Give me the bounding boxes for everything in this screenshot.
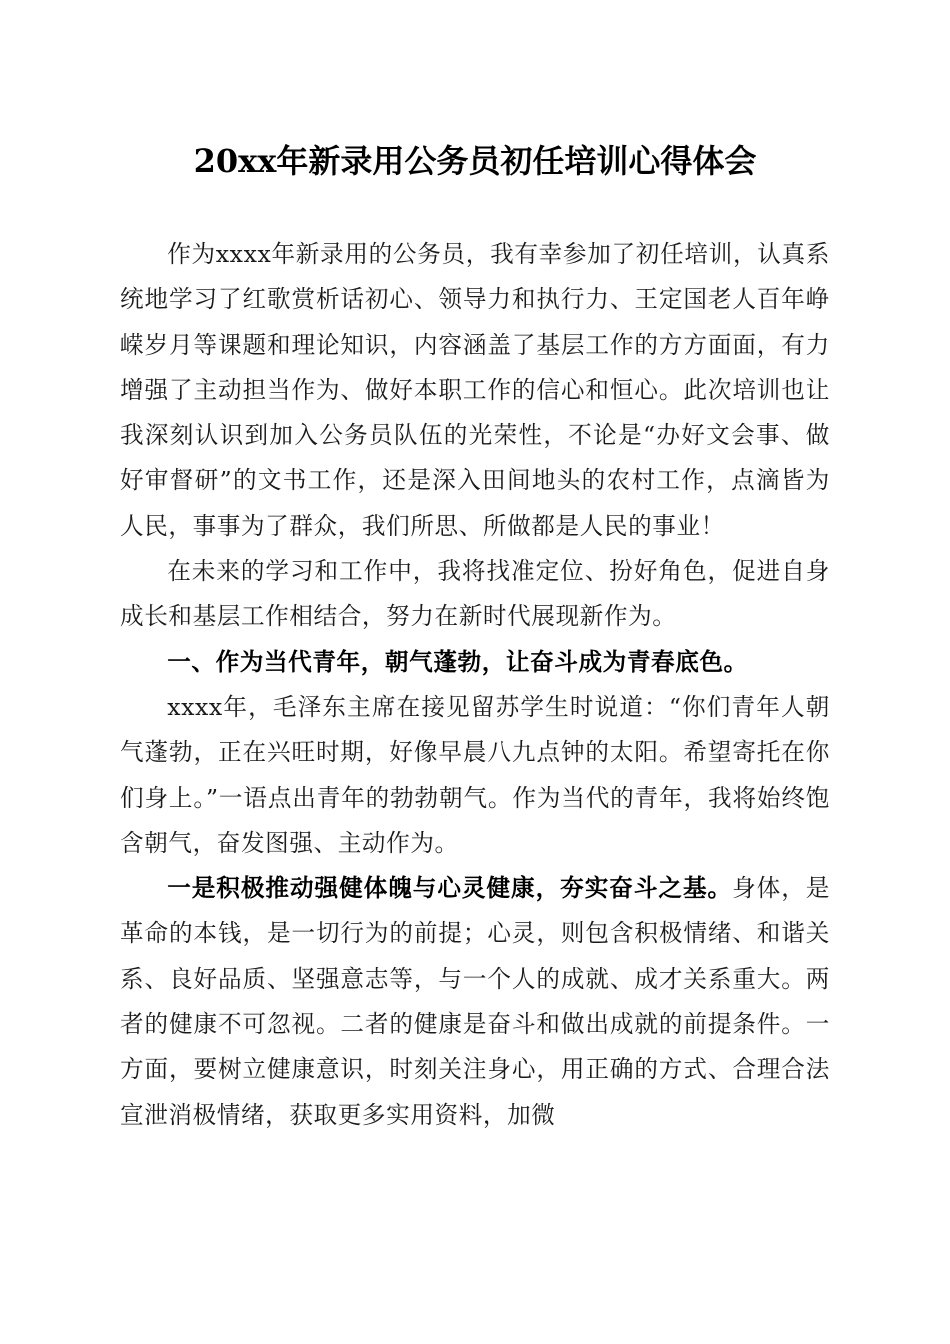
document-body <box>120 232 830 1138</box>
section-heading-1: 一、作为当代青年，朝气蓬勃，让奋斗成为青春底色。 <box>167 647 748 676</box>
paragraph-intro: 作为xxxx年新录用的公务员，我有幸参加了初任培训，认真系统地学习了红歌赏析话初心、领导力和执行力、王定国老人百年峥嵘岁月等课题和理论知识，内容涵盖了基层工作的方方面面，有力增强了主动担当作为、做好本职工作的信心和恒心。此次培训也让我深刻认识到加入公务员队伍的光荣性，不论是“办好文会事、做好审督研”的文书工作，还是深入田间地头的农村工作，点滴皆为人民，事事为了群众，我们所思、所做都是人民的事业！ <box>120 240 830 540</box>
point-1-lead: 一是积极推动强健体魄与心灵健康，夯实奋斗之基。 <box>167 874 733 903</box>
document-title: 20xx年新录用公务员初任培训心得体会 <box>193 142 757 180</box>
paragraph-point-1 <box>120 866 830 1138</box>
point-1-text: 身体，是革命的本钱，是一切行为的前提；心灵，则包含积极情绪、和谐关系、良好品质、坚强意志等，与一个人的成就、成才关系重大。两者的健康不可忽视。二者的健康是奋斗和做出成就的前提条件。一方面，要树立健康意识，时刻关注身心，用正确的方式、合理合法宣泄消极情绪，获取更多实用资料，加微 <box>120 874 830 1129</box>
paragraph-future: 在未来的学习和工作中，我将找准定位、扮好角色，促进自身成长和基层工作相结合，努力在新时代展现新作为。 <box>120 557 830 631</box>
paragraph-quote: xxxx年，毛泽东主席在接见留苏学生时说道：“你们青年人朝气蓬勃，正在兴旺时期，好像早晨八九点钟的太阳。希望寄托在你们身上。”一语点出青年的勃勃朝气。作为当代的青年，我将始终饱含朝气，奋发图强、主动作为。 <box>120 692 830 857</box>
